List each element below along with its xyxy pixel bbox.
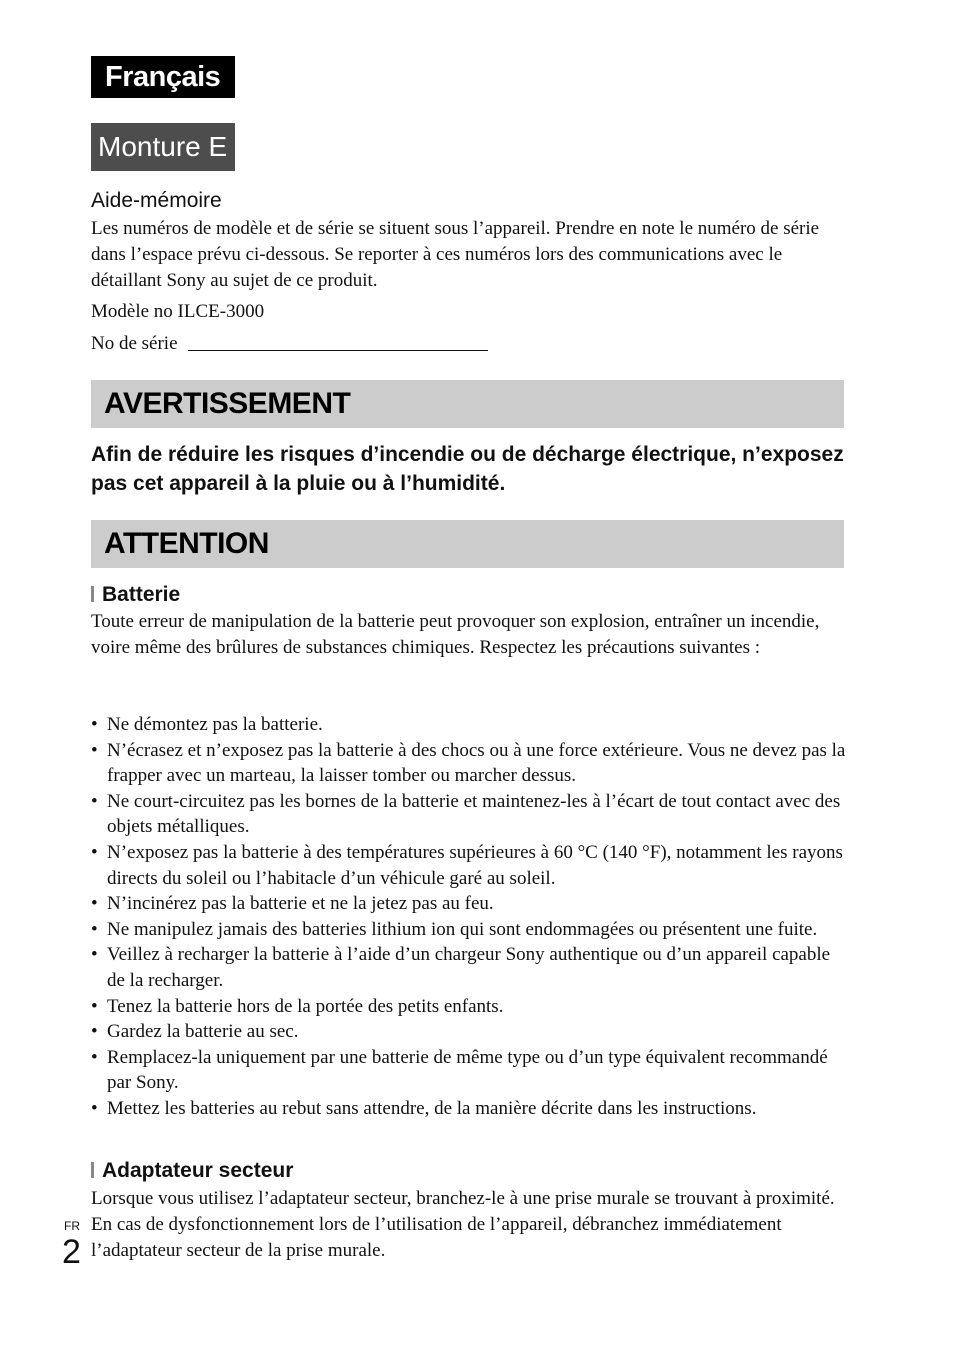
list-item: • N’incinérez pas la batterie et ne la jetez pas au feu.: [91, 891, 851, 917]
adapter-heading-label: Adaptateur secteur: [102, 1159, 294, 1182]
list-item: • N’exposez pas la batterie à des températures supérieures à 60 °C (140 °F), notamment les rayons directs du soleil ou l’habitacle d’un véhicule garé au soleil.: [91, 841, 843, 889]
serial-blank-field: [188, 334, 488, 351]
battery-heading-label: Batterie: [102, 583, 181, 606]
bullet-icon: •: [91, 1046, 98, 1068]
page-number: 2: [62, 1233, 81, 1271]
serial-label: No de série: [91, 333, 178, 354]
memo-title: Aide-mémoire: [91, 189, 222, 212]
list-item: • Veillez à recharger la batterie à l’aide d’un chargeur Sony authentique ou d’un appareil capable de la recharger.: [91, 944, 831, 991]
mount-tab: Monture E: [91, 123, 235, 171]
attention-band: [91, 520, 844, 568]
list-item: • Remplacez-la uniquement par une batterie de même type ou d’un type équivalent recommandé par Sony.: [91, 1046, 828, 1094]
section-marker-icon: [91, 586, 94, 602]
bullet-icon: •: [91, 1097, 98, 1119]
bullet-icon: •: [91, 739, 98, 761]
list-item: • Tenez la batterie hors de la portée des petits enfants.: [91, 994, 851, 1020]
warning-title: AVERTISSEMENT: [104, 387, 351, 420]
battery-precautions-list: [91, 712, 851, 1122]
warning-text: Afin de réduire les risques d’incendie ou de décharge électrique, n’exposez pas cet appareil à la pluie ou à l’humidité.: [91, 443, 844, 495]
list-item: • Ne démontez pas la batterie.: [91, 712, 851, 738]
section-marker-icon: [91, 1162, 94, 1178]
bullet-icon: •: [91, 714, 98, 735]
list-item: • Gardez la batterie au sec.: [91, 1019, 851, 1045]
warning-band: [91, 380, 844, 428]
list-item: • Ne court-circuitez pas les bornes de la batterie et maintenez-les à l’écart de tout contact avec des objets métalliques.: [91, 790, 841, 838]
battery-intro: Toute erreur de manipulation de la batterie peut provoquer son explosion, entraîner un incendie, voire même des brûlures de substances chimiques. Respectez les précautions suivantes :: [91, 611, 820, 658]
bullet-icon: •: [91, 1021, 98, 1043]
battery-heading: [91, 582, 180, 608]
bullet-icon: •: [91, 790, 98, 812]
bullet-icon: •: [91, 995, 98, 1017]
bullet-icon: •: [91, 918, 98, 940]
model-label: Modèle no ILCE-3000: [91, 301, 265, 322]
list-item: • N’écrasez et n’exposez pas la batterie à des chocs ou à une force extérieure. Vous ne devez pas la frapper avec un marteau, la laisser tomber ou marcher dessus.: [91, 739, 846, 787]
bullet-icon: •: [91, 893, 98, 915]
bullet-icon: •: [91, 841, 98, 863]
attention-title: ATTENTION: [104, 527, 269, 560]
serial-line: [91, 331, 851, 357]
adapter-text: Lorsque vous utilisez l’adaptateur secteur, branchez-le à une prise murale se trouvant à proximité. En cas de dysfonctionnement lors de l’utilisation de l’appareil, débranchez immédiatement l’adaptateur secteur de la prise murale.: [91, 1188, 835, 1261]
adapter-heading: [91, 1158, 293, 1184]
bullet-icon: •: [91, 944, 98, 966]
language-tab: Français: [91, 56, 235, 98]
list-item: • Mettez les batteries au rebut sans attendre, de la manière décrite dans les instructions.: [91, 1096, 851, 1122]
list-item: • Ne manipulez jamais des batteries lithium ion qui sont endommagées ou présentent une fuite.: [91, 917, 851, 943]
page-language-code: FR: [64, 1219, 80, 1233]
memo-text: Les numéros de modèle et de série se situent sous l’appareil. Prendre en note le numéro de série dans l’espace prévu ci-dessous. Se reporter à ces numéros lors des communications avec le détaillant Sony au sujet de ce produit.: [91, 218, 820, 291]
